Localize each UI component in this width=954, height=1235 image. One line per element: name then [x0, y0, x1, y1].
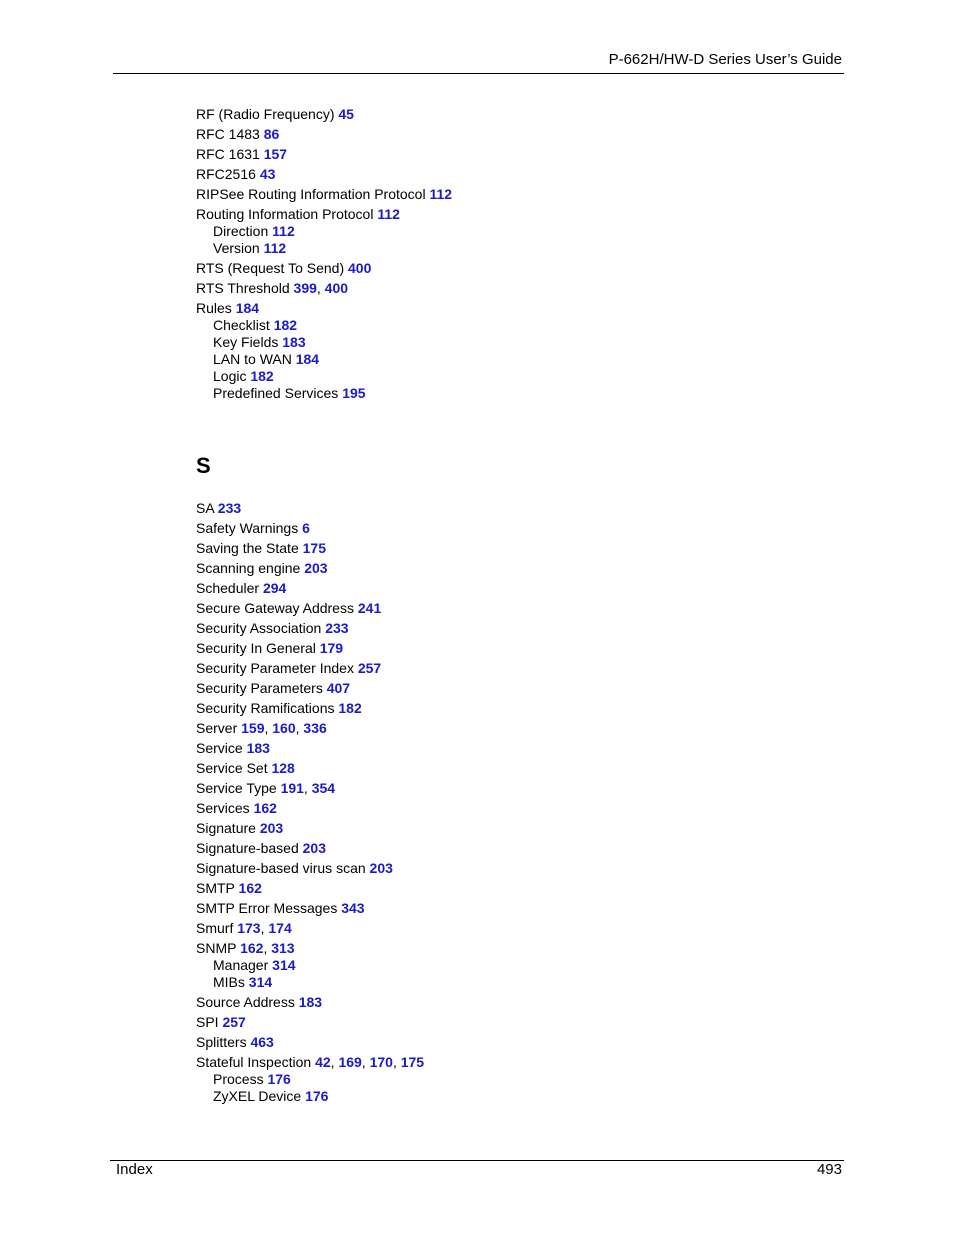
page-link[interactable]: 159 [241, 720, 265, 736]
index-term: RTS (Request To Send) [196, 260, 345, 276]
index-entry: Stateful Inspection 42, 169, 170, 175 [196, 1054, 425, 1070]
page-link[interactable]: 463 [250, 1034, 274, 1050]
index-entry [196, 760, 716, 777]
index-term: Safety Warnings [196, 520, 299, 536]
page-link[interactable]: 336 [303, 720, 327, 736]
index-subentry [213, 957, 716, 974]
index-term: Security In General [196, 640, 316, 656]
page-link[interactable]: 195 [342, 385, 366, 401]
index-entry [196, 166, 716, 183]
index-entry [196, 800, 716, 817]
header-title: P-662H/HW-D Series User’s Guide [608, 51, 842, 68]
index-term: SA [196, 500, 214, 516]
page-link[interactable]: 175 [400, 1054, 425, 1070]
page-link[interactable]: 257 [357, 660, 382, 676]
index-term: Smurf [196, 920, 234, 936]
index-subentry [213, 1071, 716, 1088]
page-link[interactable]: 233 [217, 500, 242, 516]
index-term: Signature [196, 820, 256, 836]
index-entry: Server 159, 160, 336 [196, 720, 327, 736]
page-link[interactable]: 42 [315, 1054, 331, 1070]
page-link[interactable]: 241 [357, 600, 382, 616]
index-term: LAN to WAN [213, 351, 292, 367]
index-term: RF (Radio Frequency) [196, 106, 335, 122]
index-term: Saving the State [196, 540, 299, 556]
page-link[interactable]: 173 [237, 920, 261, 936]
page-link[interactable]: 112 [429, 186, 453, 202]
index-term: Source Address [196, 994, 295, 1010]
index-term: Security Parameter Index [196, 660, 354, 676]
index-entry [196, 500, 716, 517]
page-link[interactable]: 179 [319, 640, 344, 656]
index-term: Security Parameters [196, 680, 323, 696]
index-term: RFC 1631 [196, 146, 260, 162]
page-link[interactable]: 112 [272, 223, 295, 239]
index-subentry [213, 1088, 716, 1105]
index-entry [196, 126, 716, 143]
page-link[interactable]: 157 [263, 146, 288, 162]
index-entry [196, 560, 716, 577]
index-subentry [213, 317, 716, 334]
page-link[interactable]: 175 [302, 540, 326, 556]
index-entry [196, 600, 716, 617]
index-term: RFC 1483 [196, 126, 260, 142]
page-link[interactable]: 6 [302, 520, 310, 536]
footer-divider [110, 1160, 844, 1161]
page-link[interactable]: 170 [369, 1054, 393, 1070]
index-entry [196, 620, 716, 637]
index-term: Rules [196, 300, 232, 316]
index-entry [196, 520, 716, 537]
index-entry [196, 820, 716, 837]
index-term: Service Type [196, 780, 277, 796]
index-term: SPI [196, 1014, 219, 1030]
index-term: Stateful Inspection [196, 1054, 312, 1070]
index-term: Manager [213, 957, 269, 973]
page-link[interactable]: 191 [280, 780, 304, 796]
index-entry [196, 640, 716, 657]
page-link[interactable]: 400 [348, 260, 372, 276]
index-term: RIPSee Routing Information Protocol [196, 186, 426, 202]
page-link[interactable]: 182 [338, 700, 362, 716]
index-term: RTS Threshold [196, 280, 290, 296]
index-term: SMTP Error Messages [196, 900, 338, 916]
index-entry [196, 106, 716, 123]
index-entry [196, 1034, 716, 1051]
page-link[interactable]: 294 [262, 580, 287, 596]
index-term: Routing Information Protocol [196, 206, 374, 222]
index-entry [196, 146, 716, 163]
page-link[interactable]: 399 [293, 280, 317, 296]
index-term: Scheduler [196, 580, 260, 596]
index-subentry [213, 368, 716, 385]
page-link[interactable]: 160 [272, 720, 296, 736]
index-entry: SNMP 162, 313 [196, 940, 295, 956]
index-term: Server [196, 720, 238, 736]
index-entry [196, 1014, 716, 1031]
index-term: Splitters [196, 1034, 247, 1050]
index-entry [196, 860, 716, 877]
page-link[interactable]: 162 [253, 800, 277, 816]
page-link[interactable]: 45 [338, 106, 354, 122]
index-term: Direction [213, 223, 269, 239]
section-letter: S [196, 453, 211, 478]
page-link[interactable]: 203 [259, 820, 284, 836]
page-link[interactable]: 183 [282, 334, 306, 350]
page-link[interactable]: 112 [263, 240, 287, 256]
page-link[interactable]: 257 [222, 1014, 246, 1030]
index-subentry [213, 240, 716, 257]
page-link[interactable]: 162 [240, 940, 264, 956]
index-subentry [213, 385, 716, 402]
footer-page-number: 493 [816, 1161, 842, 1178]
index-term: RFC2516 [196, 166, 256, 182]
page-link[interactable]: 43 [259, 166, 276, 182]
page-link[interactable]: 183 [298, 994, 323, 1010]
page-link[interactable]: 203 [302, 840, 326, 856]
index-body [196, 106, 716, 1105]
index-term: Checklist [213, 317, 270, 333]
page-link[interactable]: 407 [326, 680, 351, 696]
index-entry [196, 900, 716, 917]
index-term: Secure Gateway Address [196, 600, 354, 616]
page-link[interactable]: 86 [263, 126, 280, 142]
page-link[interactable]: 182 [273, 317, 298, 333]
index-entry [196, 206, 716, 223]
page-link[interactable]: 176 [305, 1088, 329, 1104]
index-term: Security Ramifications [196, 700, 335, 716]
page-link[interactable]: 184 [295, 351, 320, 367]
index-entry [196, 660, 716, 677]
page-link[interactable]: 176 [267, 1071, 291, 1087]
index-term: Predefined Services [213, 385, 339, 401]
index-term: Signature-based [196, 840, 299, 856]
index-term: SMTP [196, 880, 235, 896]
index-subentry [213, 351, 716, 368]
page-link[interactable]: 128 [271, 760, 295, 776]
index-entry [196, 260, 716, 277]
index-entry [196, 840, 716, 857]
index-entry [196, 740, 716, 757]
index-term: Signature-based virus scan [196, 860, 366, 876]
index-subentry [213, 974, 716, 991]
page-link[interactable]: 182 [250, 368, 274, 384]
index-term: SNMP [196, 940, 237, 956]
index-term: Security Association [196, 620, 322, 636]
index-entry [196, 700, 716, 717]
footer-section: Index [116, 1161, 153, 1178]
index-term: ZyXEL Device [213, 1088, 302, 1104]
index-entry [196, 540, 716, 557]
index-entry [196, 300, 716, 317]
index-entry: Service Type 191, 354 [196, 780, 336, 796]
page-link[interactable]: 313 [271, 940, 295, 956]
page-link[interactable]: 343 [341, 900, 365, 916]
page-link[interactable]: 184 [235, 300, 260, 316]
index-entry: Smurf 173, 174 [196, 920, 292, 936]
index-term: Key Fields [213, 334, 279, 350]
index-term: Service Set [196, 760, 268, 776]
page-link[interactable]: 174 [268, 920, 292, 936]
page-link[interactable]: 169 [338, 1054, 362, 1070]
index-entry [196, 186, 716, 203]
page-link[interactable]: 203 [304, 560, 328, 576]
page-link[interactable]: 112 [377, 206, 400, 222]
page-link[interactable]: 203 [369, 860, 393, 876]
index-term: MIBs [213, 974, 245, 990]
page-link[interactable]: 233 [325, 620, 349, 636]
index-entry: RTS Threshold 399, 400 [196, 280, 349, 296]
index-entry [196, 680, 716, 697]
page-link[interactable]: 354 [311, 780, 336, 796]
page-link[interactable]: 183 [246, 740, 270, 756]
page-link[interactable]: 314 [248, 974, 273, 990]
page-link[interactable]: 162 [238, 880, 262, 896]
index-term: Version [213, 240, 260, 256]
header-divider [113, 73, 844, 74]
index-term: Scanning engine [196, 560, 301, 576]
index-term: Services [196, 800, 250, 816]
index-subentry [213, 223, 716, 240]
index-entry [196, 994, 716, 1011]
index-entry [196, 580, 716, 597]
page-link[interactable]: 314 [272, 957, 296, 973]
index-term: Logic [213, 368, 247, 384]
index-term: Process [213, 1071, 264, 1087]
index-entry [196, 880, 716, 897]
page-link[interactable]: 400 [324, 280, 349, 296]
index-term: Service [196, 740, 243, 756]
index-subentry [213, 334, 716, 351]
